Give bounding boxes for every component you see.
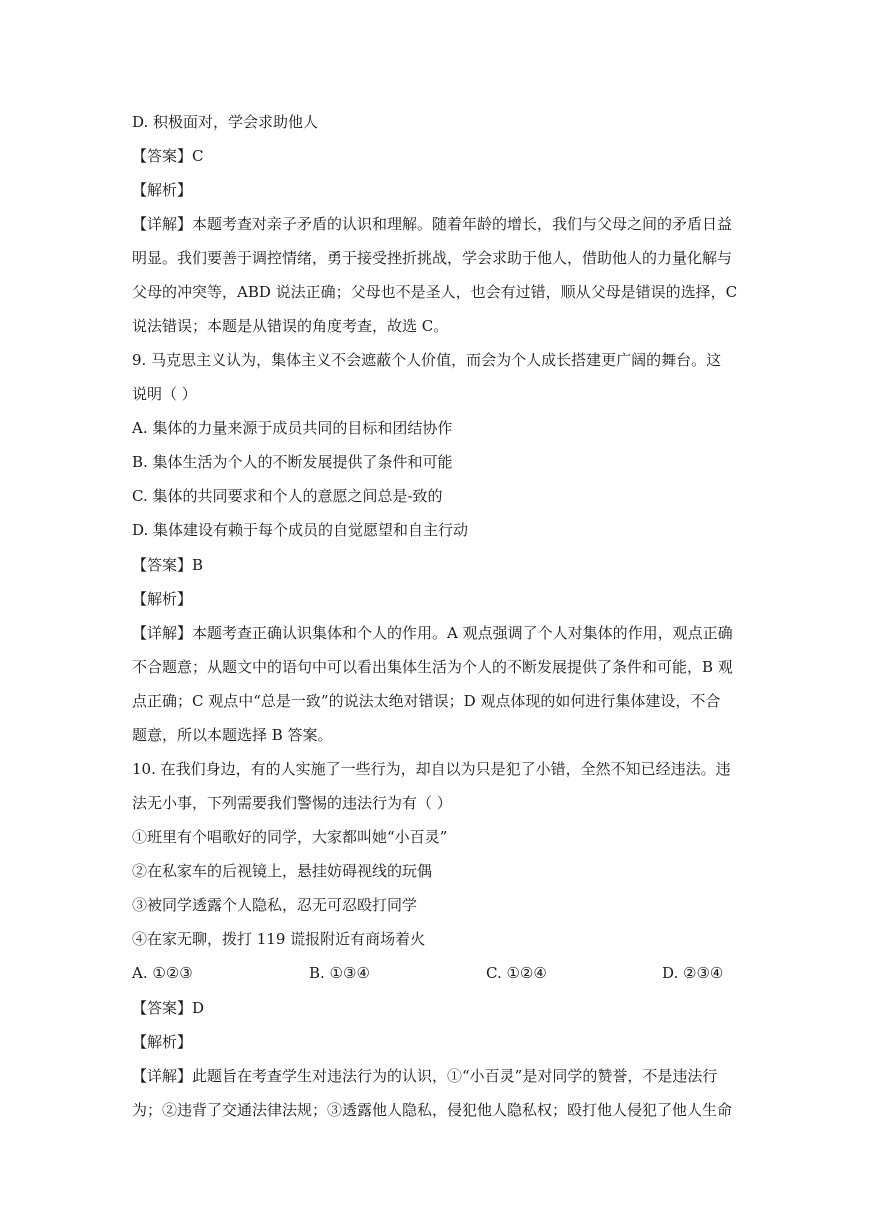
- q10-option-d: D. ②③④: [662, 964, 724, 982]
- q10-option-c: C. ①②④: [486, 964, 547, 982]
- q9-detail-line: 点正确；C 观点中“总是一致”的说法太绝对错误；D 观点体现的如何进行集体建设，不合: [132, 692, 721, 710]
- q10-analysis-label: 【解析】: [132, 1033, 193, 1051]
- q8-detail-line: 说法错误；本题是从错误的角度考查，故选 C。: [132, 317, 449, 335]
- q10-stem-line: 10. 在我们身边，有的人实施了一些行为，却自以为只是犯了小错，全然不知已经违法。违: [132, 760, 731, 778]
- q10-item: ③被同学透露个人隐私，忍无可忍殴打同学: [132, 896, 418, 914]
- q8-detail-line: 【详解】本题考查对亲子矛盾的认识和理解。随着年龄的增长，我们与父母之间的矛盾日益: [132, 215, 733, 233]
- q9-answer: 【答案】B: [132, 556, 204, 574]
- q10-option-a: A. ①②③: [132, 964, 193, 982]
- q10-item: ②在私家车的后视镜上，悬挂妨碍视线的玩偶: [132, 862, 433, 880]
- q8-analysis-label: 【解析】: [132, 181, 193, 199]
- q10-detail-line: 【详解】此题旨在考查学生对违法行为的认识，①“小百灵”是对同学的赞誉，不是违法行: [132, 1067, 718, 1085]
- q9-option-b: B. 集体生活为个人的不断发展提供了条件和可能: [132, 453, 453, 471]
- q8-detail-line: 明显。我们要善于调控情绪，勇于接受挫折挑战，学会求助于他人，借助他人的力量化解与: [132, 249, 733, 267]
- q9-option-a: A. 集体的力量来源于成员共同的目标和团结协作: [132, 419, 453, 437]
- q9-option-c: C. 集体的共同要求和个人的意愿之间总是-致的: [132, 487, 443, 505]
- q9-detail-line: 【详解】本题考查正确认识集体和个人的作用。A 观点强调了个人对集体的作用，观点正确: [132, 624, 733, 642]
- q9-detail-line: 不合题意；从题文中的语句中可以看出集体生活为个人的不断发展提供了条件和可能，B 观: [132, 658, 733, 676]
- q10-item: ①班里有个唱歌好的同学，大家都叫她“小百灵”: [132, 828, 448, 846]
- q9-stem-line: 说明（ ）: [132, 385, 197, 403]
- q10-stem-line: 法无小事，下列需要我们警惕的违法行为有（ ）: [132, 794, 452, 812]
- q10-item: ④在家无聊，拨打 119 谎报附近有商场着火: [132, 930, 426, 948]
- q10-detail-line: 为；②违背了交通法律法规；③透露他人隐私，侵犯他人隐私权；殴打他人侵犯了他人生命: [132, 1101, 733, 1119]
- q10-answer: 【答案】D: [132, 999, 205, 1017]
- q8-answer: 【答案】C: [132, 147, 204, 165]
- q9-option-d: D. 集体建设有赖于每个成员的自觉愿望和自主行动: [132, 521, 469, 539]
- q9-detail-line: 题意，所以本题选择 B 答案。: [132, 726, 333, 744]
- q10-option-b: B. ①③④: [309, 964, 370, 982]
- q8-detail-line: 父母的冲突等，ABD 说法正确；父母也不是圣人，也会有过错，顺从父母是错误的选择，C: [132, 283, 738, 301]
- q8-option-d: D. 积极面对，学会求助他人: [132, 113, 319, 131]
- q9-stem-line: 9. 马克思主义认为，集体主义不会遮蔽个人价值，而会为个人成长搭建更广阔的舞台。这: [132, 351, 722, 369]
- q9-analysis-label: 【解析】: [132, 590, 193, 608]
